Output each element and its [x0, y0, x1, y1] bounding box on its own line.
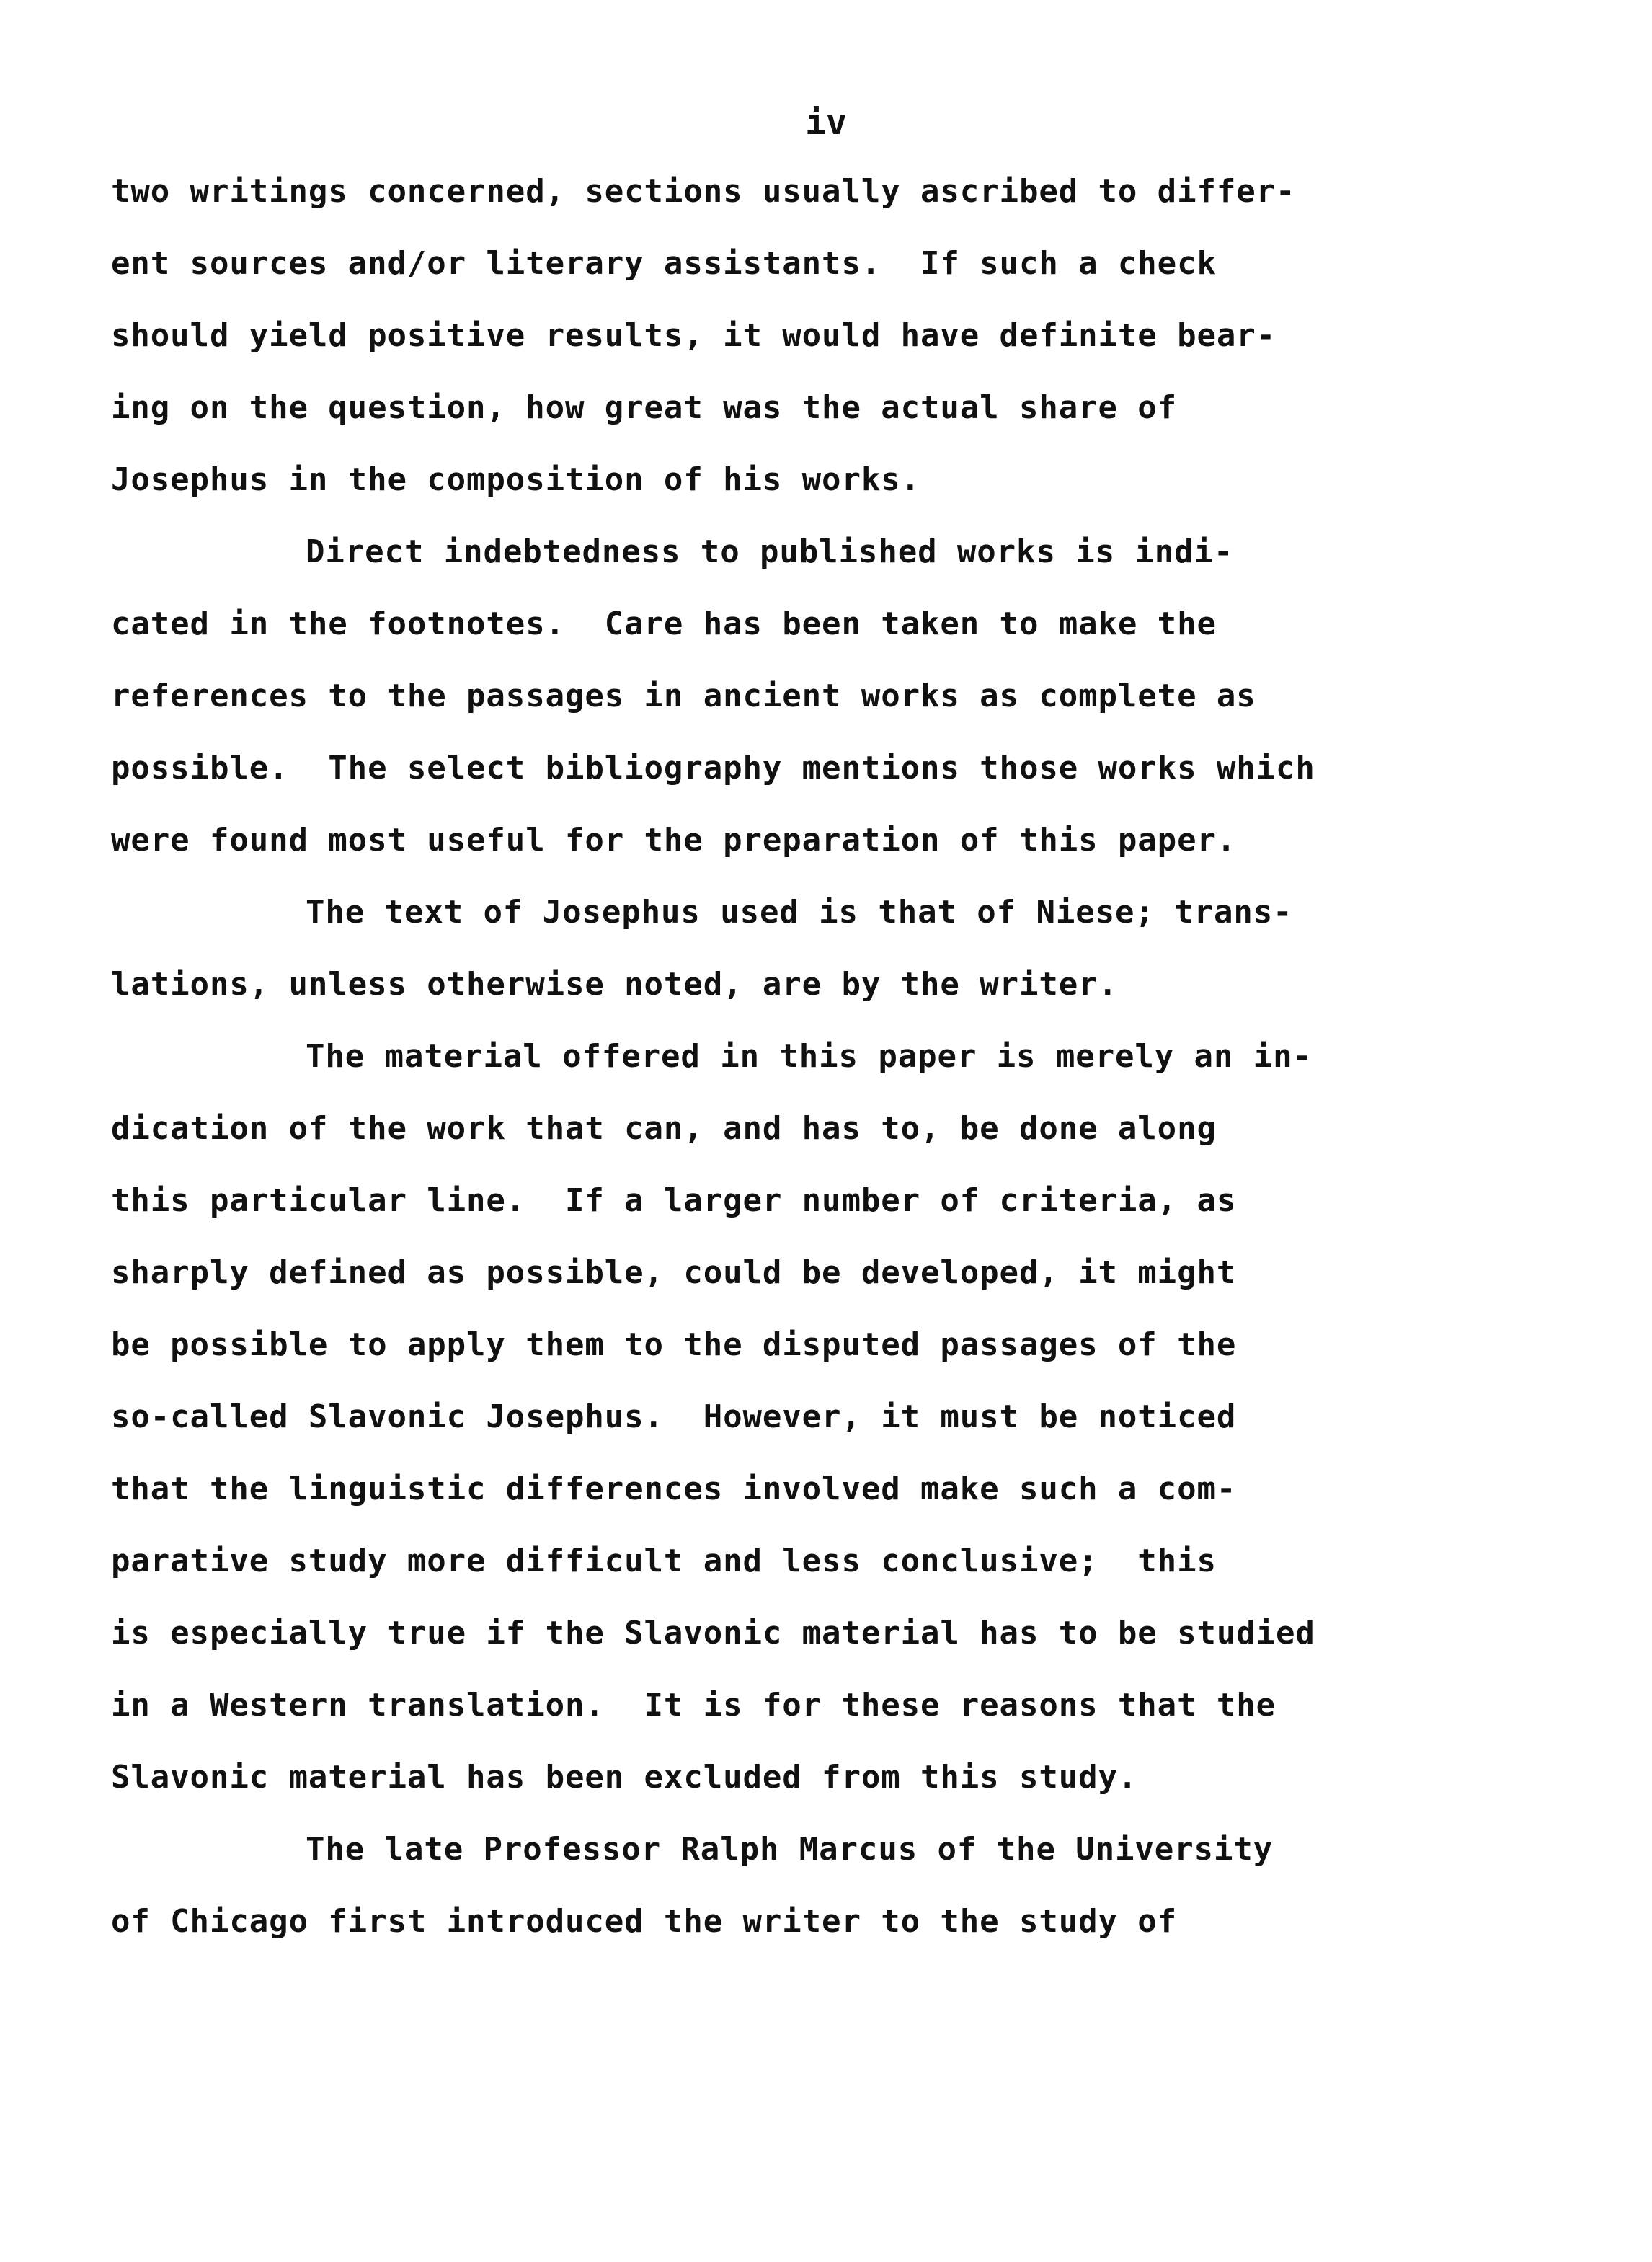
text-line: that the linguistic differences involved make such a com-: [111, 1471, 1237, 1507]
text-line: Slavonic material has been excluded from this study.: [111, 1759, 1138, 1796]
page-number: iv: [805, 102, 847, 143]
text-line: references to the passages in ancient works as complete as: [111, 678, 1256, 714]
text-line: Josephus in the composition of his works.: [111, 461, 920, 498]
text-line: ent sources and/or literary assistants. If such a check: [111, 245, 1217, 282]
paragraph-first-line: The late Professor Ralph Marcus of the University: [306, 1831, 1274, 1868]
text-line: possible. The select bibliography mentions those works which: [111, 750, 1315, 786]
text-line: is especially true if the Slavonic material has to be studied: [111, 1615, 1315, 1651]
text-line: cated in the footnotes. Care has been taken to make the: [111, 606, 1217, 642]
text-line: dication of the work that can, and has to, be done along: [111, 1110, 1217, 1147]
text-line: two writings concerned, sections usually ascribed to differ-: [111, 173, 1296, 210]
text-line: parative study more difficult and less conclusive; this: [111, 1543, 1217, 1579]
text-line: should yield positive results, it would have definite bear-: [111, 317, 1276, 354]
text-line: in a Western translation. It is for these reasons that the: [111, 1687, 1276, 1724]
text-line: ing on the question, how great was the actual share of: [111, 389, 1178, 426]
paragraph-first-line: Direct indebtedness to published works is indi-: [306, 533, 1234, 570]
paragraph-first-line: The text of Josephus used is that of Niese; trans-: [306, 894, 1293, 931]
paragraph-first-line: The material offered in this paper is merely an in-: [306, 1038, 1313, 1075]
text-line: sharply defined as possible, could be developed, it might: [111, 1254, 1237, 1291]
text-line: were found most useful for the preparation of this paper.: [111, 822, 1237, 859]
text-line: be possible to apply them to the disputed passages of the: [111, 1326, 1237, 1363]
text-line: lations, unless otherwise noted, are by the writer.: [111, 966, 1118, 1003]
text-line: so-called Slavonic Josephus. However, it must be noticed: [111, 1398, 1237, 1435]
text-line: this particular line. If a larger number of criteria, as: [111, 1182, 1237, 1219]
text-line: of Chicago first introduced the writer to the study of: [111, 1903, 1178, 1940]
